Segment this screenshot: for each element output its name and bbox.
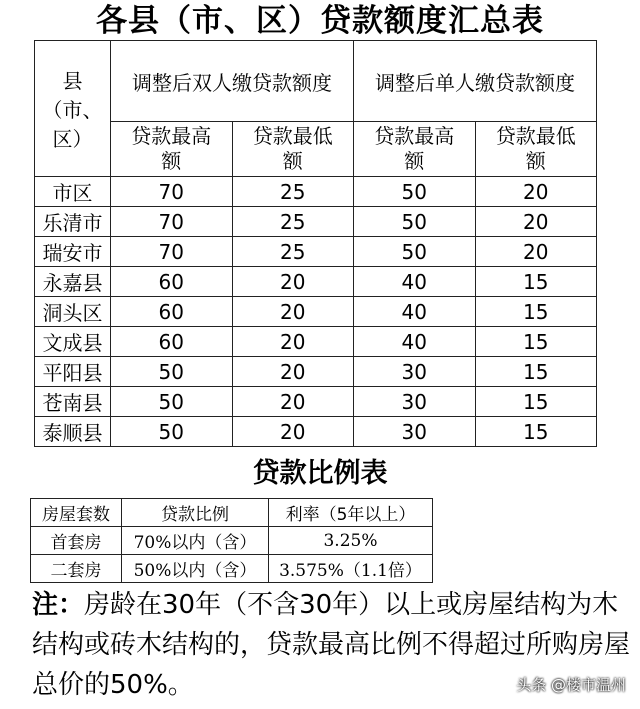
table-cell: 40: [354, 327, 476, 357]
table-row: [35, 297, 597, 327]
table-cell: 二套房: [31, 555, 122, 583]
ratio-table-title: 贷款比例表: [252, 458, 388, 489]
table-cell: 50: [111, 357, 233, 387]
county-name: 泰顺县: [35, 417, 111, 447]
header-single: 调整后单人缴贷款额度: [354, 41, 597, 122]
table-row: [35, 417, 597, 447]
table-cell: 30: [354, 417, 476, 447]
note-label: 注：: [32, 590, 85, 620]
county-name: 市区: [35, 177, 111, 207]
note-text: 房龄在30年（不含30年）以上或房屋结构为木结构或砖木结构的，贷款最高比例不得超过所购房屋总价的50%。: [32, 590, 631, 700]
table-cell: 25: [232, 237, 354, 267]
table-cell: 15: [475, 297, 597, 327]
table-row: [35, 267, 597, 297]
table-cell: 20: [232, 327, 354, 357]
header-loan-ratio: 贷款比例: [122, 499, 269, 527]
county-name: 平阳县: [35, 357, 111, 387]
table-cell: 3.25%: [269, 527, 433, 555]
header-county: 县 （市、 区）: [35, 41, 111, 177]
table-cell: 20: [232, 387, 354, 417]
loan-ratio-table: [30, 498, 433, 583]
header-interest-rate: 利率（5年以上）: [269, 499, 433, 527]
table-cell: 50: [354, 207, 476, 237]
table-row: [35, 357, 597, 387]
table-row: [35, 327, 597, 357]
table-cell: 20: [232, 417, 354, 447]
county-name: 苍南县: [35, 387, 111, 417]
county-name: 永嘉县: [35, 267, 111, 297]
table-cell: 15: [475, 417, 597, 447]
table-cell: 70%以内（含）: [122, 527, 269, 555]
table-cell: 15: [475, 267, 597, 297]
subheader-min: 贷款最低 额: [232, 122, 354, 177]
table-cell: 50: [354, 237, 476, 267]
table-row: [35, 177, 597, 207]
header-double: 调整后双人缴贷款额度: [111, 41, 354, 122]
table-cell: 60: [111, 327, 233, 357]
table-cell: 20: [475, 177, 597, 207]
table-cell: 70: [111, 207, 233, 237]
table-cell: 30: [354, 357, 476, 387]
table-cell: 25: [232, 207, 354, 237]
table-cell: 50: [354, 177, 476, 207]
table-cell: 70: [111, 177, 233, 207]
table-cell: 50: [111, 387, 233, 417]
table-cell: 50: [111, 417, 233, 447]
table-cell: 20: [475, 237, 597, 267]
table-cell: 15: [475, 387, 597, 417]
table-row: [35, 237, 597, 267]
table-cell: 3.575%（1.1倍）: [269, 555, 433, 583]
table-row: [35, 387, 597, 417]
county-name: 乐清市: [35, 207, 111, 237]
table-cell: 60: [111, 297, 233, 327]
table-cell: 40: [354, 267, 476, 297]
watermark: 头条 @楼市温州: [516, 676, 626, 694]
table-cell: 25: [232, 177, 354, 207]
loan-amount-table: [34, 40, 597, 447]
table-cell: 40: [354, 297, 476, 327]
table-cell: 50%以内（含）: [122, 555, 269, 583]
county-name: 文成县: [35, 327, 111, 357]
county-name: 洞头区: [35, 297, 111, 327]
table-cell: 首套房: [31, 527, 122, 555]
subheader-max: 贷款最高 额: [111, 122, 233, 177]
table-cell: 20: [232, 357, 354, 387]
table-cell: 60: [111, 267, 233, 297]
table-cell: 20: [475, 207, 597, 237]
table-row: [35, 207, 597, 237]
table-cell: 70: [111, 237, 233, 267]
table-cell: 30: [354, 387, 476, 417]
subheader-min: 贷款最低 额: [475, 122, 597, 177]
table-cell: 20: [232, 267, 354, 297]
header-house-count: 房屋套数: [31, 499, 122, 527]
subheader-max: 贷款最高 额: [354, 122, 476, 177]
county-name: 瑞安市: [35, 237, 111, 267]
table-cell: 15: [475, 357, 597, 387]
table-cell: 20: [232, 297, 354, 327]
page-title: 各县（市、区）贷款额度汇总表: [96, 3, 544, 39]
table-cell: 15: [475, 327, 597, 357]
